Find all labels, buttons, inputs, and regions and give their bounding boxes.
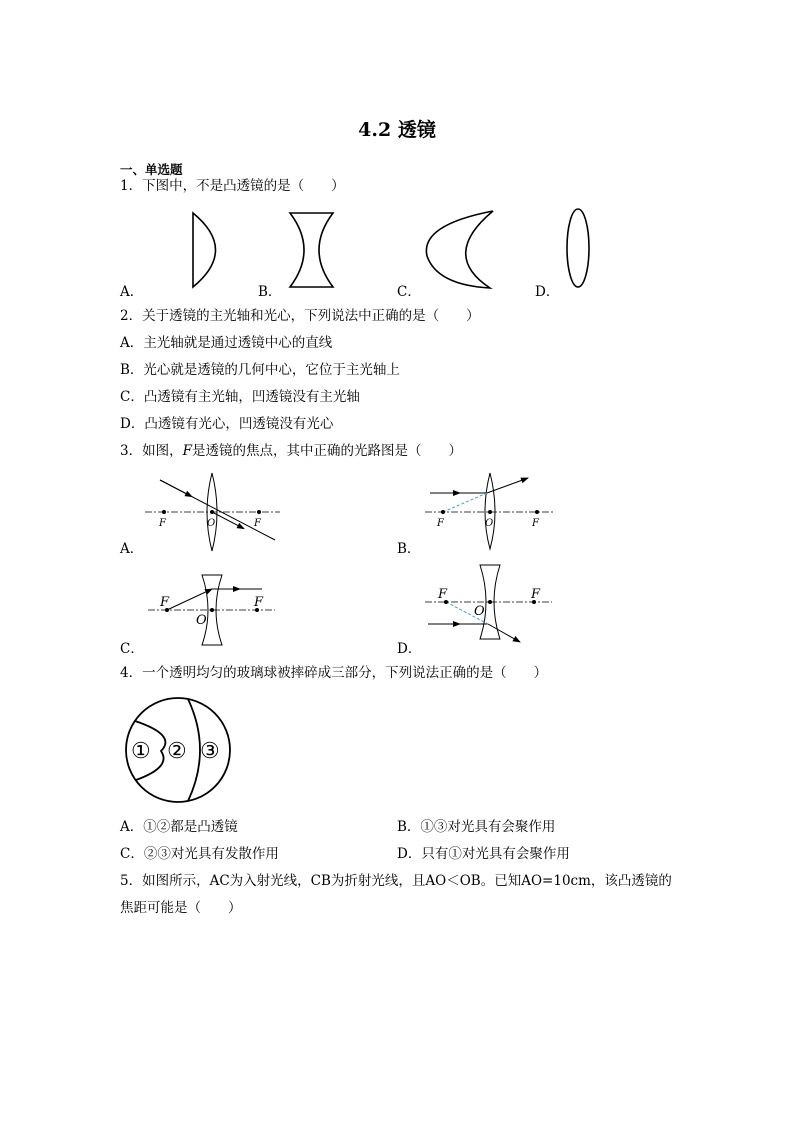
q3c-label-f2: F xyxy=(254,595,264,610)
q3b-label-f2: F xyxy=(532,518,539,529)
q1-stem: 1．下图中，不是凸透镜的是（ ） xyxy=(120,178,345,194)
q1-option-b: B． xyxy=(258,284,282,300)
q4-part-2: ② xyxy=(167,739,187,764)
q4-option-a: A．①②都是凸透镜 xyxy=(120,819,238,835)
lens-a-plano-convex xyxy=(193,213,216,287)
lens-c-meniscus xyxy=(426,211,493,288)
q3b-label-o: O xyxy=(485,518,494,529)
q3d-label-o: O xyxy=(474,604,485,619)
q2-option-b: B．光心就是透镜的几何中心，它位于主光轴上 xyxy=(120,362,400,378)
q3-diagram-d xyxy=(425,565,552,642)
lens-d-biconvex xyxy=(567,209,589,287)
q3d-label-f1: F xyxy=(438,587,448,602)
q3-option-b: B． xyxy=(397,541,421,557)
lens-b-biconcave xyxy=(290,213,333,287)
q2-option-d: D．凸透镜有光心，凹透镜没有光心 xyxy=(120,416,334,432)
q3-option-c: C． xyxy=(120,641,144,657)
q2-option-c: C．凸透镜有主光轴，凹透镜没有主光轴 xyxy=(120,389,360,405)
q3-stem: 3．如图，F是透镜的焦点，其中正确的光路图是（ ） xyxy=(120,443,462,459)
q4-stem: 4．一个透明均匀的玻璃球被摔碎成三部分，下列说法正确的是（ ） xyxy=(120,665,548,681)
q5-stem-line1: 5．如图所示，AC为入射光线，CB为折射光线，且AO＜OB。已知AO=10cm，该凸透镜的 xyxy=(120,873,672,889)
q3-diagram-a xyxy=(145,473,280,551)
q3a-label-f1: F xyxy=(159,518,166,529)
q3-option-d: D． xyxy=(397,641,422,657)
q2-stem: 2．关于透镜的主光轴和光心，下列说法中正确的是（ ） xyxy=(120,308,480,324)
q3c-label-o: O xyxy=(196,613,207,628)
q3-ray-diagrams xyxy=(0,465,794,665)
q4-option-d: D．只有①对光具有会聚作用 xyxy=(397,846,570,862)
q3a-label-o: O xyxy=(207,518,216,529)
q4-glass-ball-figure xyxy=(115,695,255,810)
q3-diagram-c xyxy=(148,575,275,645)
q3b-label-f1: F xyxy=(437,518,444,529)
q1-option-a: A． xyxy=(120,284,144,300)
q1-option-c: C． xyxy=(397,284,421,300)
q4-part-1: ① xyxy=(131,739,151,764)
q1-option-d: D． xyxy=(535,284,560,300)
q3c-label-f1: F xyxy=(160,595,170,610)
q3-option-a: A． xyxy=(120,541,144,557)
q3-diagram-b xyxy=(425,473,555,549)
q5-stem-line2: 焦距可能是（ ） xyxy=(120,900,242,916)
section-heading: 一、单选题 xyxy=(120,162,183,177)
q4-option-b: B．①③对光具有会聚作用 xyxy=(397,819,556,835)
page-title: 4.2 透镜 xyxy=(358,119,436,141)
q3d-label-f2: F xyxy=(531,587,541,602)
q3a-label-f2: F xyxy=(254,518,261,529)
q2-option-a: A．主光轴就是通过透镜中心的直线 xyxy=(120,335,333,351)
q4-part-3: ③ xyxy=(200,739,220,764)
q4-option-c: C．②③对光具有发散作用 xyxy=(120,846,279,862)
